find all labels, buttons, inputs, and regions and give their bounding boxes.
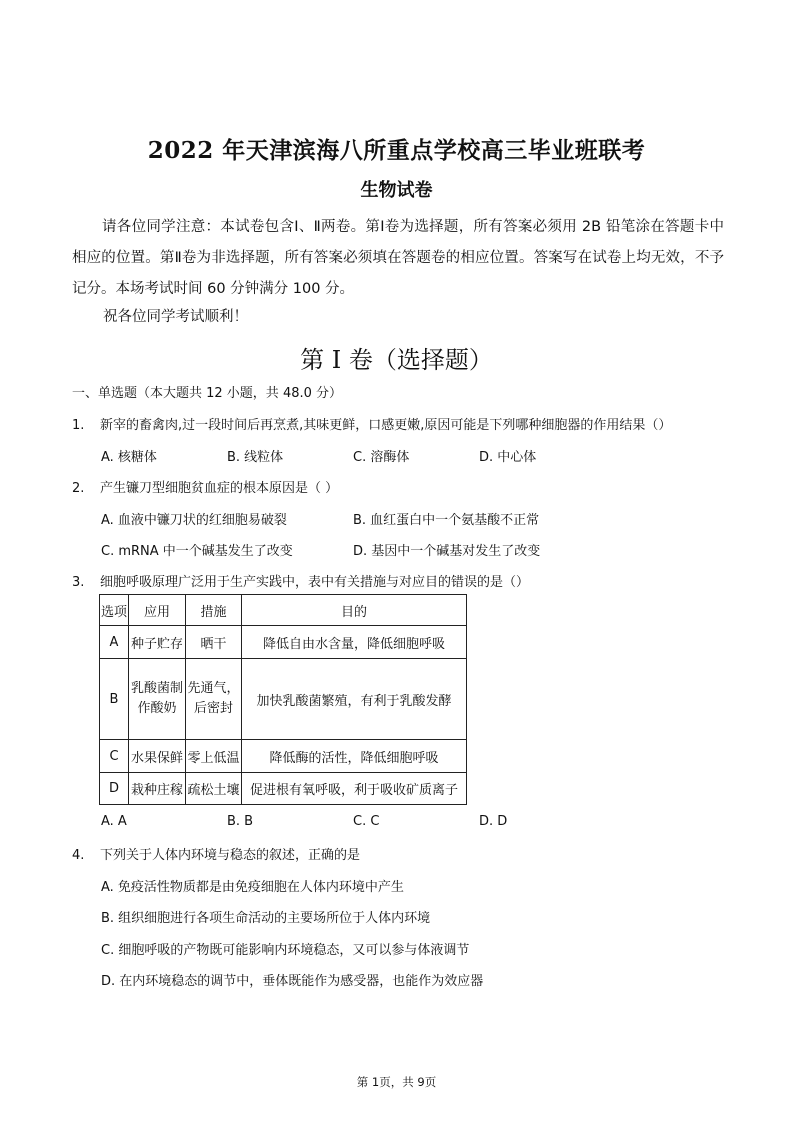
table-cell: C: [100, 740, 129, 773]
notice-line: 在答题卡中相应的位置。第Ⅱ卷为非选择题，所有答案必须填在答题卷的相应位置。答案写在: [72, 219, 724, 266]
table-header-cell: 措施: [186, 595, 242, 626]
notice-line: 试卷上均无效，不予记分。本场考试时间 60 分钟满分 100 分。: [72, 250, 724, 297]
question-2: [72, 477, 338, 496]
option-b: B. 血红蛋白中一个氨基酸不正常: [353, 513, 540, 528]
table-cell: B: [100, 659, 129, 740]
option-b: B. 组织细胞进行各项生命活动的主要场所位于人体内环境: [101, 911, 431, 926]
option-c: C. mRNA 中一个碱基发生了改变: [101, 544, 293, 559]
exam-title: 2022 年天津滨海八所重点学校高三毕业班联考: [147, 137, 646, 164]
option-b: B. B: [227, 814, 254, 829]
table-header-cell: 选项: [100, 595, 129, 626]
table-cell: 加快乳酸菌繁殖，有利于乳酸发酵: [242, 659, 467, 740]
part-title: 第 I 卷（选择题）: [300, 346, 493, 374]
option-c: C. C: [353, 814, 380, 829]
option-b: B. 线粒体: [227, 450, 284, 465]
table-cell: 降低自由水含量，降低细胞呼吸: [242, 626, 467, 659]
question-text: 产生镰刀型细胞贫血症的根本原因是（ ）: [100, 481, 339, 496]
table-header-cell: 目的: [242, 595, 467, 626]
question-number: 4.: [72, 848, 85, 863]
question-4: [72, 844, 360, 863]
option-a: A. 免疫活性物质都是由免疫细胞在人体内环境中产生: [101, 880, 404, 895]
question-1: [72, 414, 671, 433]
table-row: [100, 659, 467, 740]
exam-subtitle: 生物试卷: [360, 180, 433, 201]
question-text: 新宰的畜禽肉,过一段时间后再烹煮,其味更鲜，口感更嫩,原因可能是下列哪种细胞器的作用结果（）: [100, 418, 672, 433]
table-header-cell: 应用: [129, 595, 186, 626]
question-3: [72, 571, 529, 590]
table-cell: 水果保鲜: [129, 740, 186, 773]
measures-table: [99, 594, 467, 805]
option-d: D. 在内环境稳态的调节中，垂体既能作为感受器，也能作为效应器: [101, 974, 484, 989]
table-header-row: [100, 595, 467, 626]
table-cell: 栽种庄稼: [129, 773, 186, 805]
question-text: 细胞呼吸原理广泛用于生产实践中，表中有关措施与对应目的错误的是（）: [100, 575, 530, 590]
option-c: C. 溶酶体: [353, 450, 410, 465]
option-a: A. 血液中镰刀状的红细胞易破裂: [101, 513, 287, 528]
notice-line: 请各位同学注意：本试卷包含Ⅰ、Ⅱ两卷。第Ⅰ卷为选择题，所有答案必须用 2B 铅笔涂: [102, 219, 651, 235]
option-d: D. D: [479, 814, 508, 829]
option-d: D. 基因中一个碱基对发生了改变: [353, 544, 541, 559]
table-cell: A: [100, 626, 129, 659]
option-c: C. 细胞呼吸的产物既可能影响内环境稳态，又可以参与体液调节: [101, 943, 470, 958]
table-row: [100, 626, 467, 659]
table-cell: 降低酶的活性，降低细胞呼吸: [242, 740, 467, 773]
table-cell: 乳酸菌制作酸奶: [129, 659, 186, 740]
table-cell: 零上低温: [186, 740, 242, 773]
option-a: A. 核糖体: [101, 450, 157, 465]
table-cell: 晒干: [186, 626, 242, 659]
table-cell: 先通气，后密封: [186, 659, 242, 740]
table-cell: 疏松土壤: [186, 773, 242, 805]
question-number: 1.: [72, 418, 85, 433]
page-footer: 第 1页，共 9页: [356, 1075, 437, 1089]
table-cell: 促进根有氧呼吸，利于吸收矿质离子: [242, 773, 467, 805]
question-number: 3.: [72, 575, 85, 590]
option-a: A. A: [101, 814, 127, 829]
good-luck-line: 祝各位同学考试顺利！: [103, 309, 248, 325]
question-number: 2.: [72, 481, 85, 496]
table-row: [100, 740, 467, 773]
notice-paragraph: [72, 212, 724, 305]
table-cell: 种子贮存: [129, 626, 186, 659]
option-d: D. 中心体: [479, 450, 537, 465]
table-cell: D: [100, 773, 129, 805]
section-heading: 一、单选题（本大题共 12 小题，共 48.0 分）: [72, 386, 343, 401]
table-row: [100, 773, 467, 805]
question-text: 下列关于人体内环境与稳态的叙述，正确的是: [100, 848, 361, 863]
